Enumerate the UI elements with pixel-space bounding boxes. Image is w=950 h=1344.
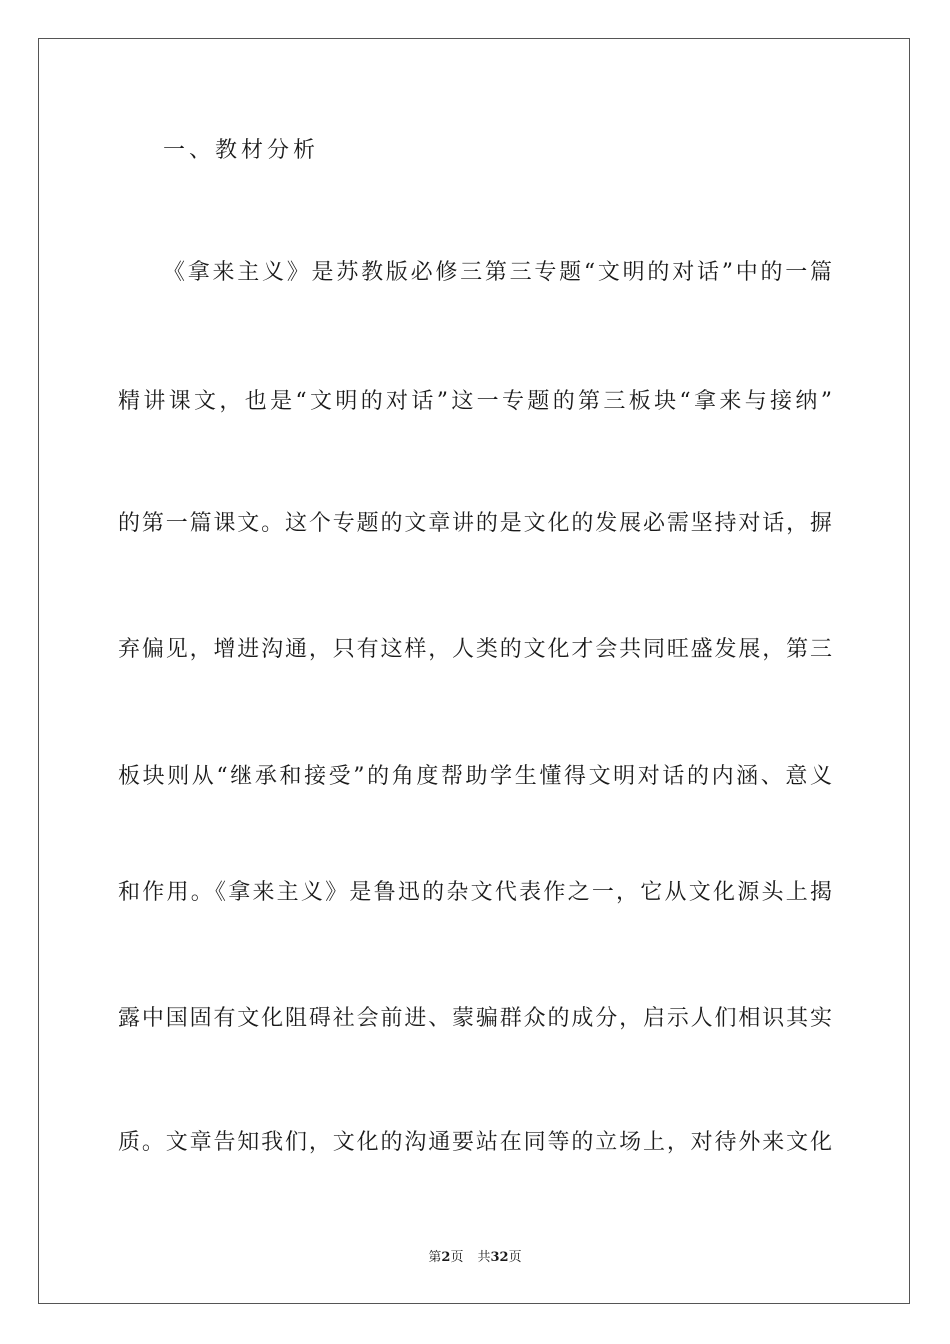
paragraph-line: 弃偏见，增进沟通，只有这样，人类的文化才会共同旺盛发展，第三 <box>118 637 832 662</box>
total-pages: 32 <box>490 1250 509 1265</box>
section-heading: 一、教材分析 <box>163 138 320 163</box>
paragraph-line: 《拿来主义》是苏教版必修三第三专题“文明的对话”中的一篇 <box>163 260 832 285</box>
page-border <box>38 38 910 1304</box>
paragraph-line: 的第一篇课文。这个专题的文章讲的是文化的发展必需坚持对话，摒 <box>118 511 832 536</box>
total-suffix: 页 <box>508 1250 522 1265</box>
total-prefix: 共 <box>477 1250 491 1265</box>
paragraph-line: 质。文章告知我们，文化的沟通要站在同等的立场上，对待外来文化 <box>118 1130 832 1155</box>
paragraph-line: 和作用。《拿来主义》是鲁迅的杂文代表作之一，它从文化源头上揭 <box>118 880 832 905</box>
paragraph-line: 露中国固有文化阻碍社会前进、蒙骗群众的成分，启示人们相识其实 <box>118 1006 832 1031</box>
page-number: 2 <box>441 1250 451 1265</box>
page-footer <box>0 1246 950 1265</box>
page-prefix: 第 <box>428 1250 442 1265</box>
page-suffix: 页 <box>450 1250 464 1265</box>
paragraph-line: 精讲课文，也是“文明的对话”这一专题的第三板块“拿来与接纳” <box>118 389 832 414</box>
paragraph-line: 板块则从“继承和接受”的角度帮助学生懂得文明对话的内涵、意义 <box>118 764 832 789</box>
